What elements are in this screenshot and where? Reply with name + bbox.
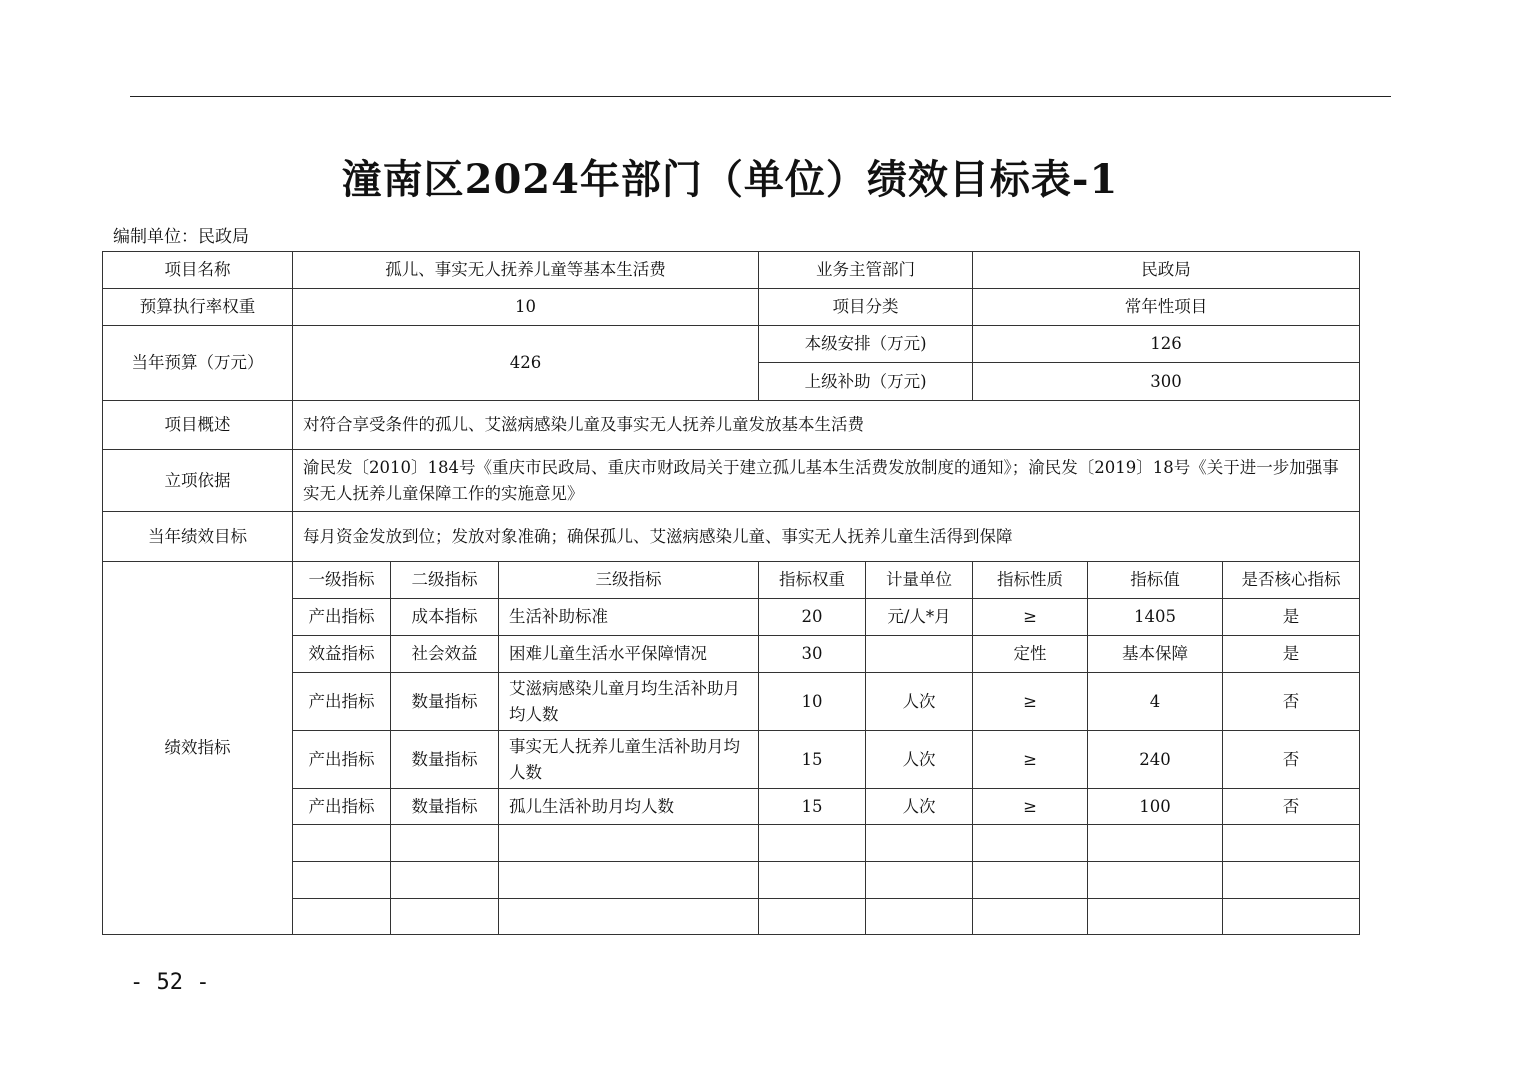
overview-value: 对符合享受条件的孤儿、艾滋病感染儿童及事实无人抚养儿童发放基本生活费 [293, 401, 1360, 450]
weight-cell: 15 [759, 731, 866, 789]
weight-cell: 15 [759, 789, 866, 825]
dept-value: 民政局 [973, 252, 1360, 289]
level3-cell: 孤儿生活补助月均人数 [499, 789, 759, 825]
org-line: 编制单位：民政局 [113, 227, 249, 247]
row-goal [103, 512, 1360, 562]
project-name-value: 孤儿、事实无人抚养儿童等基本生活费 [293, 252, 759, 289]
weight-cell: 10 [759, 673, 866, 731]
header-level2: 二级指标 [391, 562, 499, 599]
nature-cell: 定性 [973, 636, 1088, 673]
core-cell: 是 [1223, 599, 1360, 636]
level2-cell: 社会效益 [391, 636, 499, 673]
core-cell: 否 [1223, 789, 1360, 825]
local-budget-value: 126 [973, 326, 1360, 363]
level1-cell: 效益指标 [293, 636, 391, 673]
page-number: - 52 - [130, 970, 210, 995]
basis-value: 渝民发〔2010〕184号《重庆市民政局、重庆市财政局关于建立孤儿基本生活费发放制度的通知》；渝民发〔2019〕18号《关于进一步加强事实无人抚养儿童保障工作的实施意见》 [293, 450, 1360, 512]
unit-cell [866, 636, 973, 673]
category-value: 常年性项目 [973, 289, 1360, 326]
document-title: 潼南区2024年部门（单位）绩效目标表-1 [341, 156, 1119, 203]
project-name-label: 项目名称 [103, 252, 293, 289]
overview-label: 项目概述 [103, 401, 293, 450]
unit-cell: 人次 [866, 673, 973, 731]
level3-cell: 艾滋病感染儿童月均生活补助月均人数 [499, 673, 759, 731]
nature-cell: ≥ [973, 673, 1088, 731]
indicator-header-row [103, 562, 1360, 599]
upper-budget-value: 300 [973, 363, 1360, 401]
weight-label: 预算执行率权重 [103, 289, 293, 326]
budget-label: 当年预算（万元） [103, 326, 293, 401]
local-budget-label: 本级安排（万元) [759, 326, 973, 363]
nature-cell: ≥ [973, 789, 1088, 825]
weight-cell: 20 [759, 599, 866, 636]
upper-budget-label: 上级补助（万元) [759, 363, 973, 401]
goal-value: 每月资金发放到位；发放对象准确；确保孤儿、艾滋病感染儿童、事实无人抚养儿童生活得到保障 [293, 512, 1360, 562]
core-cell: 否 [1223, 731, 1360, 789]
nature-cell: ≥ [973, 731, 1088, 789]
header-unit: 计量单位 [866, 562, 973, 599]
unit-cell: 人次 [866, 731, 973, 789]
dept-label: 业务主管部门 [759, 252, 973, 289]
header-nature: 指标性质 [973, 562, 1088, 599]
unit-cell: 人次 [866, 789, 973, 825]
row-budget-local [103, 326, 1360, 363]
weight-cell: 30 [759, 636, 866, 673]
nature-cell: ≥ [973, 599, 1088, 636]
level2-cell: 成本指标 [391, 599, 499, 636]
indicators-label: 绩效指标 [103, 562, 293, 935]
basis-label: 立项依据 [103, 450, 293, 512]
value-cell: 100 [1088, 789, 1223, 825]
row-project-name [103, 252, 1360, 289]
row-weight [103, 289, 1360, 326]
level2-cell: 数量指标 [391, 731, 499, 789]
goal-label: 当年绩效目标 [103, 512, 293, 562]
value-cell: 4 [1088, 673, 1223, 731]
weight-value: 10 [293, 289, 759, 326]
level1-cell: 产出指标 [293, 789, 391, 825]
level3-cell: 事实无人抚养儿童生活补助月均人数 [499, 731, 759, 789]
value-cell: 1405 [1088, 599, 1223, 636]
performance-table [102, 251, 1360, 935]
core-cell: 否 [1223, 673, 1360, 731]
header-rule [130, 96, 1391, 97]
level1-cell: 产出指标 [293, 731, 391, 789]
level1-cell: 产出指标 [293, 673, 391, 731]
level2-cell: 数量指标 [391, 673, 499, 731]
header-level1: 一级指标 [293, 562, 391, 599]
value-cell: 240 [1088, 731, 1223, 789]
header-weight: 指标权重 [759, 562, 866, 599]
header-value: 指标值 [1088, 562, 1223, 599]
row-overview [103, 401, 1360, 450]
category-label: 项目分类 [759, 289, 973, 326]
budget-value: 426 [293, 326, 759, 401]
header-level3: 三级指标 [499, 562, 759, 599]
level3-cell: 困难儿童生活水平保障情况 [499, 636, 759, 673]
level3-cell: 生活补助标准 [499, 599, 759, 636]
unit-cell: 元/人*月 [866, 599, 973, 636]
header-core: 是否核心指标 [1223, 562, 1360, 599]
level1-cell: 产出指标 [293, 599, 391, 636]
level2-cell: 数量指标 [391, 789, 499, 825]
core-cell: 是 [1223, 636, 1360, 673]
row-basis [103, 450, 1360, 512]
value-cell: 基本保障 [1088, 636, 1223, 673]
